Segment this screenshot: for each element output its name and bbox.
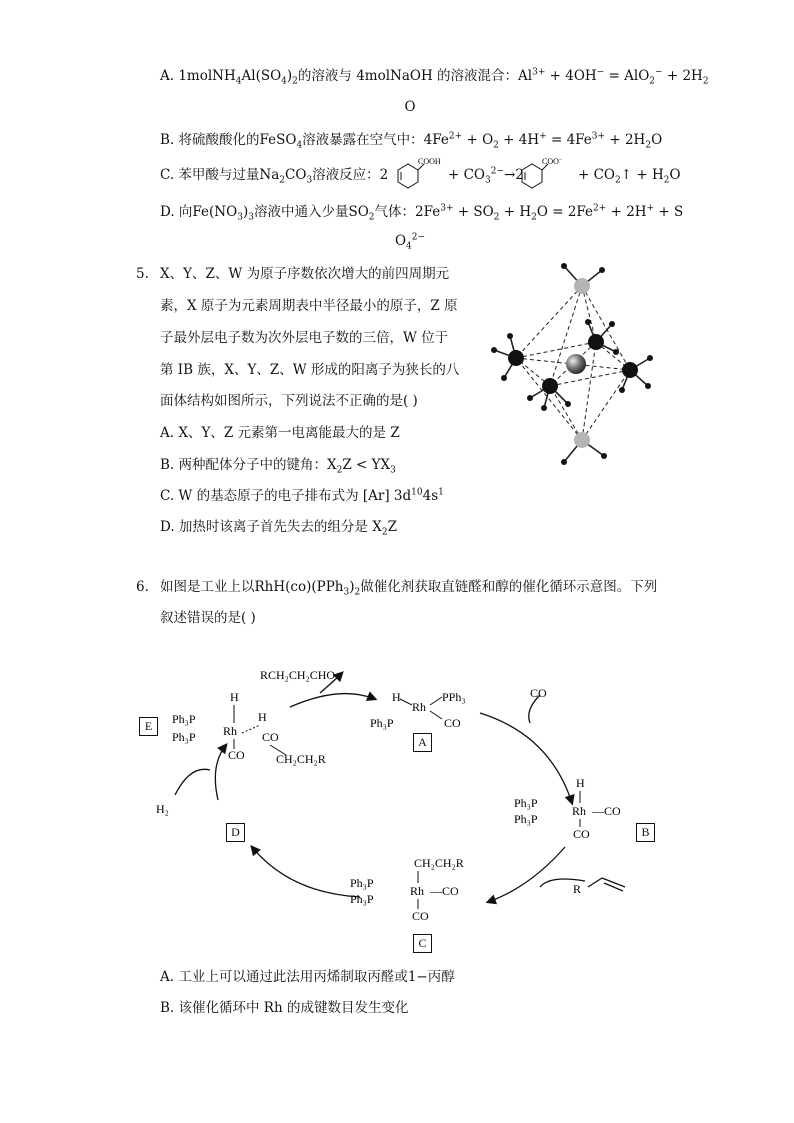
q4-option-a: A. $1molNH_4Al(SO_4)_2$的溶液与 4molNaOH 的溶液混合：$Al^{3+} + 4OH^- = AlO_2^- + 2H_2$	[160, 67, 709, 87]
svg-text:—CO: —CO	[592, 804, 621, 818]
svg-text:Ph₃P: Ph₃P	[370, 716, 394, 730]
svg-text:CH₂CH₂R: CH₂CH₂R	[276, 752, 326, 766]
benzoic-acid-structure	[386, 156, 446, 192]
svg-text:Ph₃P: Ph₃P	[172, 712, 196, 726]
q5-option-d: D. 加热时该离子首先失去的组分是 $X_2Z$	[160, 519, 397, 538]
svg-text:COOH: COOH	[418, 157, 441, 166]
q5-number: 5.	[136, 266, 149, 282]
svg-text:CO: CO	[412, 909, 429, 923]
svg-text:H: H	[230, 690, 239, 704]
label-d: D	[226, 823, 245, 842]
q4-option-a-wrap: O	[404, 99, 416, 115]
svg-text:Ph₃P: Ph₃P	[514, 796, 538, 810]
benzoate-structure	[510, 156, 576, 192]
svg-text:PPh₃: PPh₃	[442, 690, 466, 704]
label-a: A	[413, 733, 432, 752]
catalytic-cycle-diagram	[130, 655, 660, 960]
q4-option-d-wrap: $O_4^{2-}$	[394, 232, 426, 252]
label-b: B	[636, 823, 655, 842]
svg-text:Rh: Rh	[572, 804, 587, 818]
svg-text:Rh: Rh	[412, 700, 427, 714]
q5-option-a: A. X、Y、Z 元素第一电离能最大的是 Z	[160, 425, 400, 441]
svg-text:Ph₃P: Ph₃P	[350, 892, 374, 906]
svg-text:Ph₃P: Ph₃P	[350, 876, 374, 890]
complex-a	[370, 690, 466, 730]
svg-text:Rh: Rh	[410, 884, 425, 898]
label-c: C	[413, 934, 432, 953]
q5-option-c: C. W 的基态原子的电子排布式为 [Ar] $3d^{10}4s^1$	[160, 487, 444, 504]
complex-c	[350, 856, 464, 923]
q6-number: 6.	[136, 579, 149, 595]
label-e: E	[139, 717, 158, 736]
complex-b	[514, 776, 621, 841]
co-reagent: CO	[530, 686, 547, 700]
q4-option-c: C. 苯甲酸与过量$Na_2CO_3$溶液反应：2	[160, 167, 389, 186]
octahedron-figure	[480, 258, 660, 470]
q4-option-c-end: + $CO_2↑ + H_2O$	[578, 167, 681, 186]
h2-reagent: H₂	[156, 802, 169, 816]
svg-text:CO: CO	[228, 748, 245, 762]
q6-option-b: B. 该催化循环中 Rh 的成键数目发生变化	[160, 1000, 409, 1016]
q4-option-b: B. 将硫酸酸化的FeSO$_4$溶液暴露在空气中：$4Fe^{2+} + O_2 + 4H^+ = 4Fe^{3+} + 2H_2O$	[160, 131, 663, 151]
q6-option-a: A. 工业上可以通过此法用丙烯制取丙醛或1−丙醇	[160, 969, 455, 985]
svg-text:CH₂CH₂R: CH₂CH₂R	[414, 856, 464, 870]
q5-stem-line5: 面体结构如图所示，下列说法不正确的是( )	[160, 393, 418, 409]
svg-text:H: H	[392, 690, 401, 704]
q5-stem-line4: 第 IB 族，X、Y、Z、W 形成的阳离子为狭长的八	[160, 362, 460, 378]
svg-text:CO: CO	[444, 716, 461, 730]
q6-stem-line1: 如图是工业上以$RhH(co)(PPh_3)_2$做催化剂获取直链醛和醇的催化循环示意图。下列	[160, 579, 658, 598]
alkene-reagent: R	[573, 882, 582, 896]
product-label: RCH₂CH₂CHO	[260, 668, 336, 682]
svg-text:COO−: COO−	[542, 157, 563, 166]
svg-text:CO: CO	[573, 827, 590, 841]
q4-option-d: D. 向$Fe(NO_3)_3$溶液中通入少量$SO_2$气体：$2Fe^{3+} + SO_2 + H_2O = 2Fe^{2+} + 2H^+ + S$	[160, 203, 684, 223]
svg-text:Rh: Rh	[223, 724, 238, 738]
svg-text:Ph₃P: Ph₃P	[172, 730, 196, 744]
svg-text:H: H	[576, 776, 585, 790]
svg-text:—CO: —CO	[430, 884, 459, 898]
svg-text:Ph₃P: Ph₃P	[514, 812, 538, 826]
svg-text:CO: CO	[262, 730, 279, 744]
q6-stem-line2: 叙述错误的是( )	[160, 610, 256, 626]
q5-option-b: B. 两种配体分子中的键角：$X_2Z < YX_3$	[160, 457, 396, 476]
q4-option-c-mid: + $CO_3^{2-}\to 2$	[448, 166, 524, 186]
svg-text:H: H	[258, 710, 267, 724]
q5-stem-line2: 素，X 原子为元素周期表中半径最小的原子，Z 原	[160, 298, 458, 314]
q5-stem-line3: 子最外层电子数为次外层电子数的三倍，W 位于	[160, 330, 449, 346]
q5-stem-line1: X、Y、Z、W 为原子序数依次增大的前四周期元	[160, 266, 450, 282]
